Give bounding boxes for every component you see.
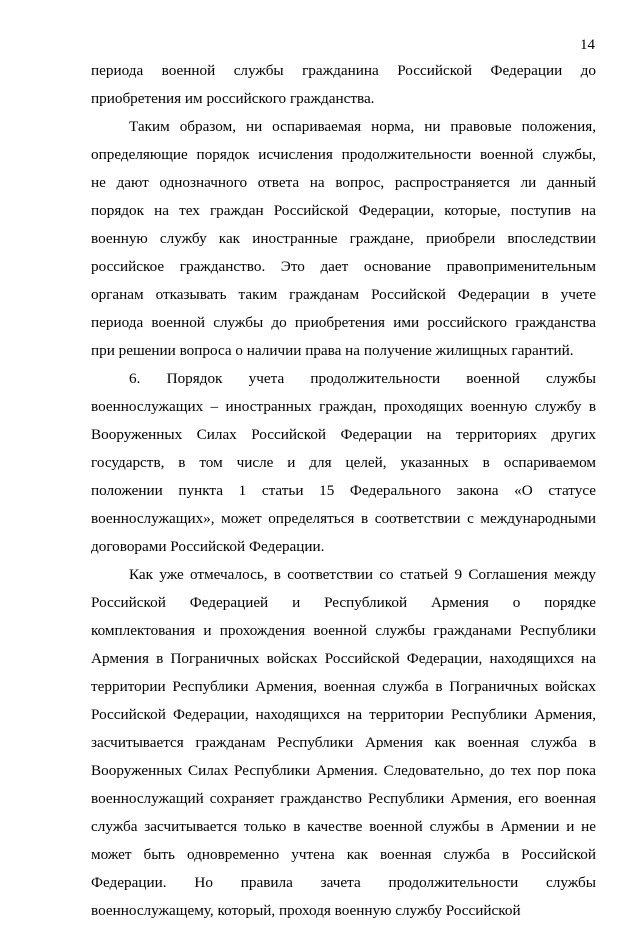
paragraph bbox=[91, 57, 596, 113]
paragraph bbox=[91, 561, 596, 925]
text-line: не дают однозначного ответа на вопрос, распространяется ли данный bbox=[91, 174, 596, 191]
text-line: российское гражданство. Это дает основание правоприменительным bbox=[91, 258, 596, 275]
text-line: засчитывается гражданам Республики Армения как военная служба в bbox=[91, 734, 596, 751]
text-line: Как уже отмечалось, в соответствии со статьей 9 Соглашения между bbox=[129, 566, 596, 583]
text-line: комплектования и прохождения военной службы гражданами Республики bbox=[91, 622, 596, 639]
text-line: порядок на тех граждан Российской Федерации, которые, поступив на bbox=[91, 202, 596, 219]
text-line: органам отказывать таким гражданам Российской Федерации в учете bbox=[91, 286, 596, 303]
text-line: военную службу как иностранные граждане, приобрели впоследствии bbox=[91, 230, 596, 247]
text-line: может быть одновременно учтена как военная служба в Российской bbox=[91, 846, 596, 863]
text-line: положении пункта 1 статьи 15 Федерального закона «О статусе bbox=[91, 482, 596, 499]
text-line: при решении вопроса о наличии права на получение жилищных гарантий. bbox=[91, 342, 574, 359]
text-line: Армения в Пограничных войсках Российской Федерации, находящихся на bbox=[91, 650, 596, 667]
text-line: периода военной службы гражданина Российской Федерации до bbox=[91, 62, 596, 79]
text-line: Российской Федерацией и Республикой Армения о порядке bbox=[91, 594, 596, 611]
text-line: Федерации. Но правила зачета продолжительности службы bbox=[91, 874, 596, 891]
text-line: 6. Порядок учета продолжительности военной службы bbox=[129, 370, 596, 387]
paragraph bbox=[91, 365, 596, 561]
text-line: военнослужащих – иностранных граждан, проходящих военную службу в bbox=[91, 398, 596, 415]
text-line: территории Республики Армения, военная служба в Пограничных войсках bbox=[91, 678, 596, 695]
text-line: военнослужащий сохраняет гражданство Республики Армения, его военная bbox=[91, 790, 596, 807]
document-body bbox=[91, 57, 596, 925]
text-line: определяющие порядок исчисления продолжительности военной службы, bbox=[91, 146, 596, 163]
text-line: договорами Российской Федерации. bbox=[91, 538, 325, 555]
text-line: Таким образом, ни оспариваемая норма, ни правовые положения, bbox=[129, 118, 596, 135]
text-line: военнослужащих», может определяться в соответствии с международными bbox=[91, 510, 596, 527]
text-line: Российской Федерации, находящихся на территории Республики Армения, bbox=[91, 706, 596, 723]
text-line: государств, в том числе и для целей, указанных в оспариваемом bbox=[91, 454, 596, 471]
text-line: приобретения им российского гражданства. bbox=[91, 90, 375, 107]
text-line: служба засчитывается только в качестве военной службы в Армении и не bbox=[91, 818, 596, 835]
paragraph bbox=[91, 113, 596, 365]
page-number: 14 bbox=[580, 37, 595, 53]
text-line: периода военной службы до приобретения ими российского гражданства bbox=[91, 314, 596, 331]
text-line: Вооруженных Силах Российской Федерации на территориях других bbox=[91, 426, 596, 443]
text-line: военнослужащему, который, проходя военную службу Российской bbox=[91, 902, 521, 919]
text-line: Вооруженных Силах Республики Армения. Следовательно, до тех пор пока bbox=[91, 762, 596, 779]
